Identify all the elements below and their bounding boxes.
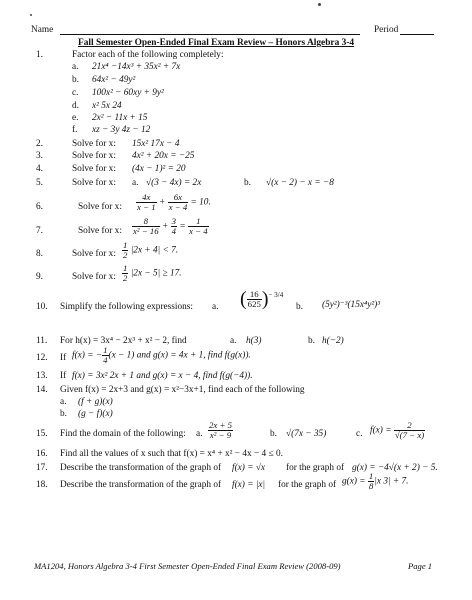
problem-text: Solve for x: [72, 164, 116, 174]
problem-text: Solve for x: [72, 272, 116, 282]
expression: (f + g)(x) [78, 397, 113, 407]
fraction: $\frac{1}{2}$ [123, 240, 128, 260]
part-label: a. [196, 429, 203, 439]
problem-text: Factor each of the following completely: [72, 50, 224, 60]
problem-text: Simplify the following expressions: [60, 302, 193, 312]
part-label: b. [270, 429, 277, 439]
problem-number: 6. [36, 202, 43, 212]
problem-text: Solve for x: [78, 202, 122, 212]
part-label: c. [72, 88, 79, 98]
problem-text: Given f(x) = 2x+3 and g(x) = x²−3x+1, find each of the following [60, 385, 305, 395]
equation: $\frac{4x}{x - 1}$ + $\frac{6x}{x - 4}$ = 10. [137, 192, 211, 212]
expression: (5y²)⁻³(15x⁴y²)³ [322, 300, 380, 310]
fraction: $\frac{8}{\text{x² − 16}}$ [133, 216, 159, 236]
fraction: $\frac{1}{2}$ [123, 263, 128, 283]
problem-text: Solve for x: [72, 151, 116, 161]
page-title: Fall Semester Open-Ended Final Exam Review – Honors Algebra 3-4 [78, 38, 355, 48]
expression: g(x) = $\frac{1}{8}$ |x 3| + 7. [342, 471, 409, 491]
footer-page-number: Page 1 [408, 561, 433, 571]
expression: ( $\frac{16}{625}$ )$^{- 3/4}$ [240, 288, 284, 310]
part-label: a. [230, 336, 237, 346]
equation: $\frac{1}{2}$ |2x + 4| < 7. [123, 240, 179, 260]
problem-number: 10. [36, 302, 48, 312]
part-label: a. [60, 397, 67, 407]
expression-connector: for the graph of [286, 463, 345, 473]
expression: 21x⁴ −14x³ + 35x² + 7x [92, 62, 181, 72]
problem-text: Solve for x: [72, 249, 116, 259]
part-label: a. [212, 302, 219, 312]
fraction: $\frac{3}{4}$ [171, 216, 177, 236]
problem-number: 4. [36, 164, 43, 174]
fraction: $\frac{2}{√(7 - x)}$ [394, 420, 425, 440]
problem-number: 7. [36, 226, 43, 236]
expression: f(x) = $\frac{2}{√(7 - x)}$ [370, 420, 425, 440]
scan-speck [30, 14, 32, 16]
expression [208, 421, 233, 440]
problem-text: For h(x) = 3x⁴ − 2x³ + x² − 2, find [60, 336, 187, 346]
problem-text: If [60, 353, 67, 363]
expression: h(−2) [322, 336, 344, 346]
expression: √(7x − 35) [286, 429, 327, 439]
problem-text: Solve for x: [72, 178, 116, 188]
fraction: $\frac{1}{4}$ [103, 345, 108, 365]
fraction: $\frac{2x + 5}{\text{x² − 9}}$ [209, 420, 233, 440]
period-field-line[interactable] [400, 34, 434, 35]
problem-number: 3. [36, 151, 43, 161]
expression: g(x) = −4√(x + 2) − 5. [352, 463, 438, 473]
problem-number: 5. [36, 178, 43, 188]
fraction: $\frac{1}{8}$ [368, 471, 374, 491]
problem-text: Find all the values of x such that f(x) = x⁴ + x² − 4x − 4 ≤ 0. [60, 449, 283, 459]
problem-text: Find the domain of the following: [60, 429, 186, 439]
expression: 100x² − 60xy + 9y² [92, 88, 164, 98]
problem-text: If [60, 371, 67, 381]
expression: 4x² + 20x = −25 [132, 151, 195, 161]
expression: 64x² − 49y² [92, 75, 136, 85]
part-label: b. [296, 302, 303, 312]
footer-course-info: MA1204, Honors Algebra 3-4 First Semester Open-Ended Final Exam Review (2008-09) [34, 561, 341, 571]
equation: $\frac{8}{\text{x² − 16}}$ + $\frac{3}{4}$ = $\frac{1}{x - 4}$ [133, 216, 208, 236]
problem-number: 13. [36, 371, 48, 381]
problem-number: 14. [36, 385, 48, 395]
part-label: b. [308, 336, 315, 346]
expression: f(x) = − $\frac{1}{4}$ (x − 1) and g(x) = 4x + 1, find f(g(x)). [72, 345, 251, 365]
problem-number: 17. [36, 463, 48, 473]
expression: (4x − 1)² = 20 [132, 164, 186, 174]
expression: f(x) = √x [232, 463, 266, 473]
part-label: a. [72, 62, 79, 72]
problem-text: Describe the transformation of the graph of [60, 480, 222, 490]
part-label: b. [72, 75, 79, 85]
part-label: e. [72, 113, 79, 123]
expression: √(3 − 4x) = 2x [146, 178, 202, 188]
fraction: $\frac{16}{625}$ [247, 289, 261, 309]
part-label: a. [132, 178, 139, 188]
fraction: $\frac{4x}{x - 1}$ [137, 192, 156, 212]
fraction: $\frac{1}{x - 4}$ [188, 216, 208, 236]
problem-number: 15. [36, 429, 48, 439]
part-label: b. [244, 178, 251, 188]
problem-number: 8. [36, 249, 43, 259]
name-field-line[interactable] [60, 34, 360, 35]
expression-connector: for the graph of [278, 480, 337, 490]
expression: x² 5x 24 [92, 101, 122, 111]
part-label: d. [72, 101, 79, 111]
expression: 15x² 17x − 4 [132, 139, 180, 149]
part-label: c. [356, 429, 363, 439]
fraction: $\frac{6x}{x - 4}$ [168, 192, 188, 212]
problem-number: 9. [36, 272, 43, 282]
problem-number: 12. [36, 353, 48, 363]
problem-number: 16. [36, 449, 48, 459]
expression: xz − 3y 4z − 12 [92, 125, 151, 135]
problem-text: Solve for x: [72, 139, 116, 149]
scan-speck [318, 3, 321, 6]
problem-text: Solve for x: [78, 226, 122, 236]
problem-number: 1. [36, 50, 43, 60]
problem-number: 11. [36, 336, 48, 346]
expression: √(x − 2) − x = −8 [266, 178, 334, 188]
expression: 2x² − 11x + 15 [92, 113, 148, 123]
problem-number: 2. [36, 139, 43, 149]
equation: $\frac{1}{2}$ |2x − 5| ≥ 17. [123, 263, 182, 283]
expression: (g − f)(x) [78, 409, 113, 419]
expression: f(x) = |x| [232, 480, 266, 490]
problem-number: 18. [36, 480, 48, 490]
period-label: Period [374, 25, 399, 35]
name-label: Name [31, 25, 54, 35]
part-label: f. [72, 125, 78, 135]
expression: f(x) = 3x² 2x + 1 and g(x) = x − 4, find f(g(−4)). [72, 371, 253, 381]
expression: h(3) [246, 336, 262, 346]
problem-text: Describe the transformation of the graph of [60, 463, 222, 473]
part-label: b. [60, 409, 67, 419]
